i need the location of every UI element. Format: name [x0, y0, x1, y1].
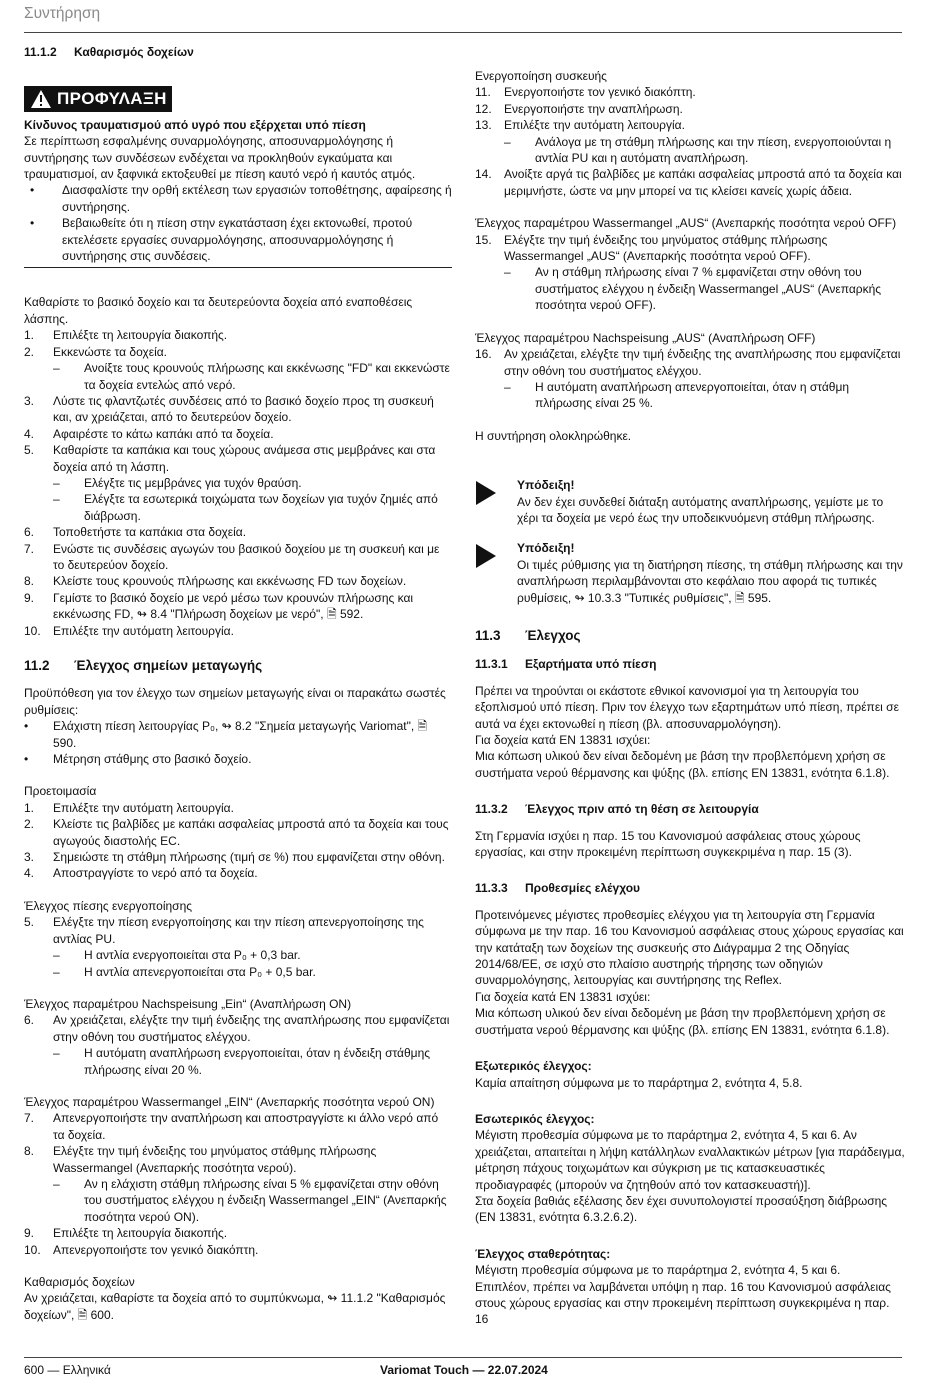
substep: – Η αντλία απενεργοποιείται στα P₀ + 0,5 bar.: [53, 964, 316, 979]
act-title: Ενεργοποίηση συσκευής: [475, 69, 607, 83]
hint-box: [475, 540, 905, 606]
wmoff-title: Έλεγχος παραμέτρου Wassermangel „AUS“ (Ανεπαρκής ποσότητα νερού OFF): [475, 216, 897, 231]
substep: – Η αυτόματη αναπλήρωση ενεργοποιείται, όταν η ένδειξη στάθμης πλήρωσης είναι 20 %.: [53, 1046, 431, 1077]
hint-title: Υπόδειξη!: [517, 478, 575, 493]
hint-box: [475, 477, 905, 526]
step: 4. Αφαιρέστε το κάτω καπάκι από τα δοχεία.: [24, 426, 274, 441]
pre-bullet: • Μέτρηση στάθμης στο βασικό δοχείο.: [24, 752, 252, 767]
page-header: [24, 4, 902, 33]
naoff-title: Έλεγχος παραμέτρου Nachspeisung „AUS“ (Αναπλήρωση OFF): [475, 330, 816, 345]
warning-badge: ΠΡΟΦΥΛΑΞΗ: [24, 86, 172, 112]
para-11-3-2: Στη Γερμανία ισχύει η παρ. 15 του Κανονισμού ασφάλειας στους χώρους εργασίας, και στην προκειμένη περίπτωση συγκεκριμένα η παρ. 15 (3).: [475, 828, 861, 860]
cl-text: Αν χρειάζεται, καθαρίστε τα δοχεία από το συμπύκνωμα, ↬ 11.1.2 "Καθαρισμός δοχείων", 🗎 600.: [24, 1291, 446, 1322]
stab-text: Μέγιστη προθεσμία σύμφωνα με το παράρτημα 2, ενότητα 4, 5 και 6.: [475, 1263, 841, 1278]
page-footer: [24, 1357, 902, 1378]
step: 16. Αν χρειάζεται, ελέγξτε την τιμή ένδειξης της αναπλήρωσης που εμφανίζεται στην οθόνη του συστήματος ελέγχου.: [475, 347, 901, 378]
footer-page: 600 — Ελληνικά: [24, 1363, 111, 1377]
heading-11-3-3: 11.3.3 Προθεσμίες ελέγχου: [475, 881, 641, 896]
footer-title: Variomat Touch — 22.07.2024: [380, 1363, 548, 1377]
substep: – Ανοίξτε τους κρουνούς πλήρωσης και εκκένωσης "FD" και εκκενώστε τα δοχεία εντελώς από νερό.: [53, 361, 450, 392]
step: 7. Απενεργοποιήστε την αναπλήρωση και αποστραγγίστε κι άλλο νερό από τα δοχεία.: [24, 1111, 439, 1142]
step: 5. Ελέγξτε την πίεση ενεργοποίησης και την πίεση απενεργοποίησης της αντλίας PU.: [24, 915, 424, 946]
para-11-3-3c: Μια κόπωση υλικού δεν είναι δεδομένη με βάση την προβλεπόμενη χρήση σε συστήματα νερού θέρμανσης και ψύξης (βλ. επίσης EN 13831, ενότητα 6.1.8).: [475, 1006, 890, 1037]
heading-11-3: 11.3 Έλεγχος: [475, 627, 581, 643]
para-11-3-1: Πρέπει να τηρούνται οι εκάστοτε εθνικοί κανονισμοί για τη λειτουργία του εξοπλισμού υπό πίεση. Πριν τον έλεγχο των εξαρτημάτων υπό πίεση, πρέπει σε αυτά να έχει εκτονωθεί η πίεση (βλ. αποσυναρμολόγηση).: [475, 683, 899, 731]
hint-text: Αν δεν έχει συνδεθεί διάταξη αυτόματης αναπλήρωσης, γεμίστε με το χέρι τα δοχεία με νερό έως την υποδεικνυόμενη στάθμη πλήρωσης.: [517, 494, 884, 525]
substep: – Αν η στάθμη πλήρωσης είναι 7 % εμφανίζεται στην οθόνη του συστήματος ελέγχου η ένδειξη Wassermangel „AUS“ (Ανεπαρκής ποσότητα νερού OFF).: [504, 265, 882, 313]
step: 10. Απενεργοποιήστε τον γενικό διακόπτη.: [24, 1242, 259, 1257]
substep: – Αν η ελάχιστη στάθμη πλήρωσης είναι 5 % εμφανίζεται στην οθόνη του συστήματος ελέγχου η ένδειξη Wassermangel „EIN“ (Ανεπαρκής ποσότητα νερού ON).: [53, 1176, 447, 1224]
para-11-3-1c: Μια κόπωση υλικού δεν είναι δεδομένη με βάση την προβλεπόμενη χρήση σε συστήματα νερού θέρμανσης και ψύξης (βλ. επίσης EN 13831, ενότητα 6.1.8).: [475, 749, 890, 780]
step: 14. Ανοίξτε αργά τις βαλβίδες με καπάκι ασφαλείας μπροστά από τα δοχεία και μεριμνήστε, ώστε να μην μπορεί να τις κλείσει κανείς χωρίς άδεια.: [475, 167, 902, 198]
substep: – Η αντλία ενεργοποιείται στα P₀ + 0,3 bar.: [53, 948, 301, 963]
heading-11-1-2: 11.1.2 Καθαρισμός δοχείων: [24, 45, 194, 59]
wm-title: Έλεγχος παραμέτρου Wassermangel „EIN“ (Ανεπαρκής ποσότητα νερού ON): [24, 1094, 435, 1109]
stab-title: Έλεγχος σταθερότητας:: [475, 1246, 611, 1261]
maintenance-done: Η συντήρηση ολοκληρώθηκε.: [475, 428, 632, 443]
step: 5. Καθαρίστε τα καπάκια και τους χώρους ανάμεσα στις μεμβράνες και στα δοχεία από τη λάσπη.: [24, 443, 436, 474]
prep-title: Προετοιμασία: [24, 784, 97, 799]
hint-text: Οι τιμές ρύθμισης για τη διατήρηση πίεσης, τη στάθμη πλήρωσης και την αναπλήρωση περιλαμβάνονται στο κεφάλαιο που αφορά τις τυπικές ρυθμίσεις, ↬ 10.3.3 "Τυπικές ρυθμίσεις", 🗎 595.: [517, 557, 903, 605]
left-column: [24, 44, 452, 1323]
ext-title: Εξωτερικός έλεγχος:: [475, 1059, 592, 1074]
step: 13. Επιλέξτε την αυτόματη λειτουργία.: [475, 118, 685, 133]
warning-text: Σε περίπτωση εσφαλμένης συναρμολόγησης, αποσυναρμολόγησης ή συντήρησης των συνδέσεων ενδέχεται να προκληθούν εγκαύματα και τραυματισμοί, αν ξαφνικά εκτοξευθεί με πίεση καυτό νερό ή καυτός ατμός.: [24, 134, 416, 182]
int-text2: Στα δοχεία βαθιάς εξέλασης δεν έχει συνυπολογιστεί προσαύξηση διάβρωσης (EN 13831, ενότητα 6.3.2.6.2).: [475, 1193, 888, 1225]
para-11-3-3: Προτεινόμενες μέγιστες προθεσμίες ελέγχου για τη λειτουργία στη Γερμανία σύμφωνα με την παρ. 16 του Κανονισμού ασφάλειας στους χώρους εργασίας και την κατάταξη των δοχείων της συσκευής στο Διάγραμμα 2 της Οδηγίας 2014/68/EE, σε ισχύ στο πλαίσιο αυστηρής τήρησης των οδηγιών συναρμολόγησης, λειτουργίας και συντήρησης της Reflex.: [475, 907, 904, 988]
para-11-3-3b: Για δοχεία κατά EN 13831 ισχύει:: [475, 989, 651, 1004]
nach-title: Έλεγχος παραμέτρου Nachspeisung „Ein“ (Αναπλήρωση ON): [24, 996, 352, 1011]
step: 15. Ελέγξτε την τιμή ένδειξης του μηνύματος στάθμης πλήρωσης Wassermangel „AUS“ (Ανεπαρκής ποσότητα νερού OFF).: [475, 232, 828, 264]
cl-title: Καθαρισμός δοχείων: [24, 1275, 135, 1289]
substep: – Η αυτόματη αναπλήρωση απενεργοποιείται, όταν η στάθμη πλήρωσης είναι 25 %.: [504, 379, 850, 411]
substep: – Ελέγξτε τα εσωτερικά τοιχώματα των δοχείων για τυχόν ζημιές από διάβρωση.: [53, 492, 438, 523]
heading-11-3-2: 11.3.2 Έλεγχος πριν από τη θέση σε λειτουργία: [475, 802, 759, 817]
step: 1. Επιλέξτε την αυτόματη λειτουργία.: [24, 800, 234, 815]
step: 8. Κλείστε τους κρουνούς πλήρωσης και εκκένωσης FD των δοχείων.: [24, 574, 407, 589]
press-title: Έλεγχος πίεσης ενεργοποίησης: [24, 898, 193, 913]
warning-bullet: • Βεβαιωθείτε ότι η πίεση στην εγκατάσταση έχει εκτονωθεί, προτού εκτελέσετε εργασίες συναρμολόγησης, αποσυναρμολόγησης ή συντήρησης στις συνδέσεις.: [30, 216, 413, 264]
heading-11-2: 11.2 Έλεγχος σημείων μεταγωγής: [24, 658, 263, 673]
warning-title: Κίνδυνος τραυματισμού από υγρό που εξέρχεται υπό πίεση: [24, 117, 366, 132]
step: 8. Ελέγξτε την τιμή ένδειξης του μηνύματος στάθμης πλήρωσης Wassermangel (Ανεπαρκής ποσότητα νερού).: [24, 1144, 377, 1175]
heading-11-3-1: 11.3.1 Εξαρτήματα υπό πίεση: [475, 657, 657, 672]
warning-bullet: • Διασφαλίστε την ορθή εκτέλεση των εργασιών τοποθέτησης, αφαίρεσης ή συντήρησης.: [30, 183, 452, 214]
step: 4. Αποστραγγίστε το νερό από τα δοχεία.: [24, 866, 258, 881]
substep: – Ελέγξτε τις μεμβράνες για τυχόν θραύση.: [53, 475, 302, 490]
hint-arrow-icon: [475, 480, 497, 506]
step: 3. Λύστε τις φλαντζωτές συνδέσεις από το βασικό δοχείο προς τη συσκευή και, αν χρειάζεται, από το δευτερεύον δοχείο.: [24, 393, 434, 425]
right-column: [475, 68, 905, 1328]
int-title: Εσωτερικός έλεγχος:: [475, 1111, 595, 1126]
clean-intro: Καθαρίστε το βασικό δοχείο και τα δευτερεύοντα δοχεία από εναποθέσεις λάσπης.: [24, 295, 413, 326]
step: 3. Σημειώστε τη στάθμη πλήρωσης (τιμή σε %) που εμφανίζεται στην οθόνη.: [24, 850, 445, 865]
step: 6. Τοποθετήστε τα καπάκια στα δοχεία.: [24, 525, 247, 540]
int-text: Μέγιστη προθεσμία σύμφωνα με το παράρτημα 2, ενότητα 4, 5 και 6. Αν χρειάζεται, απαιτείται η λήψη κατάλληλων εναλλακτικών μέτρων [για παράδειγμα, μέτρηση πάχους τοιχωμάτων και σύγκριση με τις κατασκευαστικές προδιαγραφές (μπορούν να ζητηθούν από τον κατασκευαστή)].: [475, 1128, 905, 1192]
substep: – Ανάλογα με τη στάθμη πλήρωσης και την πίεση, ενεργοποιούνται η αντλία PU και η αυτόματη αναπλήρωση.: [504, 134, 892, 166]
warning-triangle-icon: [30, 89, 52, 109]
stab-text2: Επιπλέον, πρέπει να λαμβάνεται υπόψη η παρ. 16 του Κανονισμού ασφάλειας στους χώρους εργασίας και στην προκειμένη περίπτωση συγκεκριμένα η παρ. 16: [475, 1279, 891, 1327]
step: 1. Επιλέξτε τη λειτουργία διακοπής.: [24, 328, 228, 343]
section-title: Συντήρηση: [24, 5, 101, 22]
step: 12. Ενεργοποιήστε την αναπλήρωση.: [475, 101, 683, 116]
step: 9. Επιλέξτε τη λειτουργία διακοπής.: [24, 1226, 228, 1241]
warning-box: [24, 86, 452, 268]
ext-text: Καμία απαίτηση σύμφωνα με το παράρτημα 2, ενότητα 4, 5.8.: [475, 1075, 803, 1090]
hint-title: Υπόδειξη!: [517, 541, 575, 556]
hint-arrow-icon: [475, 543, 497, 569]
step: 6. Αν χρειάζεται, ελέγξτε την τιμή ένδειξης της αναπλήρωσης που εμφανίζεται στην οθόνη του συστήματος ελέγχου.: [24, 1013, 450, 1044]
pre-text: Προϋπόθεση για τον έλεγχο των σημείων μεταγωγής είναι οι παρακάτω σωστές ρυθμίσεις:: [24, 686, 446, 717]
step: 11. Ενεργοποιήστε τον γενικό διακόπτη.: [475, 85, 696, 100]
step: 2. Εκκενώστε τα δοχεία.: [24, 344, 168, 359]
step: 10. Επιλέξτε την αυτόματη λειτουργία.: [24, 623, 234, 638]
step: 9. Γεμίστε το βασικό δοχείο με νερό μέσω των κρουνών πλήρωσης και εκκένωσης FD, ↬ 8.4 "Πλήρωση δοχείων με νερό", 🗎 592.: [24, 590, 414, 622]
step: 2. Κλείστε τις βαλβίδες με καπάκι ασφαλείας μπροστά από τα δοχεία και τους αγωγούς διαστολής EC.: [24, 817, 449, 848]
para-11-3-1b: Για δοχεία κατά EN 13831 ισχύει:: [475, 733, 651, 747]
step: 7. Ενώστε τις συνδέσεις αγωγών του βασικού δοχείου με τη συσκευή και με το δευτερεύον δοχείο.: [24, 541, 440, 572]
pre-bullet: • Ελάχιστη πίεση λειτουργίας P₀, ↬ 8.2 "Σημεία μεταγωγής Variomat", 🗎 590.: [24, 719, 428, 750]
